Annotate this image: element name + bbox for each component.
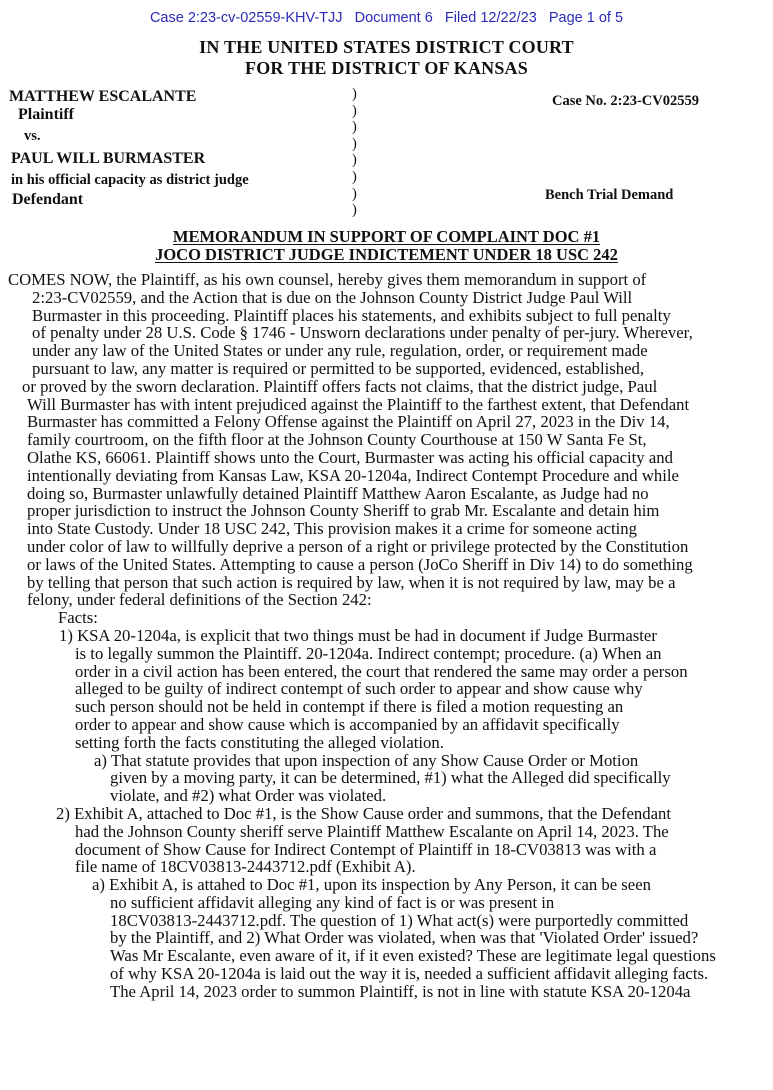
body-line: of penalty under 28 U.S. Code § 1746 - Unsworn declarations under penalty of per-jury. Wherever,: [32, 323, 693, 343]
bench-trial-demand: Bench Trial Demand: [545, 187, 674, 203]
body-line: proper jurisdiction to instruct the Johnson County Sheriff to grab Mr. Escalante and detain him: [27, 501, 660, 521]
body-line: by telling that person that such action is required by law, when it is not required by law, may be a: [27, 572, 676, 592]
sub-fact-item-line: violate, and #2) what Order was violated.: [110, 786, 387, 806]
court-line-2: FOR THE DISTRICT OF KANSAS: [245, 58, 528, 78]
court-line-1: IN THE UNITED STATES DISTRICT COURT: [199, 37, 574, 57]
body-line: felony, under federal definitions of the Section 242:: [27, 590, 372, 610]
body-line: or laws of the United States. Attempting to cause a person (JoCo Sheriff in Div 14) to do something: [27, 554, 693, 574]
sub-fact-item-line: The April 14, 2023 order to summon Plaintiff, is not in line with statute KSA 20-1204a: [110, 981, 691, 1001]
body-line: Burmaster has committed a Felony Offense against the Plaintiff on April 27, 2023 in the Div 14,: [27, 412, 670, 432]
body-line: Will Burmaster has with intent prejudiced against the Plaintiff to the farthest extent, that Defendant: [27, 394, 690, 414]
sub-fact-item-line: 18CV03813-2443712.pdf. The question of 1) What act(s) were purportedly committed: [110, 910, 689, 930]
body-line: 2:23-CV02559, and the Action that is due on the Johnson County District Judge Paul Will: [32, 287, 633, 307]
defendant-role: Defendant: [12, 191, 84, 208]
court-heading: [0, 37, 773, 79]
fact-item-line: such person should not be held in contempt if there is filed a motion requesting an: [75, 697, 624, 717]
versus-label: vs.: [24, 128, 41, 144]
plaintiff-name: MATTHEW ESCALANTE: [9, 88, 197, 105]
fact-item-line: alleged to be guilty of indirect contempt of such order to appear and show cause why: [75, 679, 643, 699]
body-line: or proved by the sworn declaration. Plaintiff offers facts not claims, that the district judge, Paul: [22, 376, 658, 396]
body-line: into State Custody. Under 18 USC 242, This provision makes it a crime for someone acting: [27, 519, 637, 539]
body-line: under color of law to willfully deprive a person of a right or privilege protected by the Constitution: [27, 536, 689, 556]
sub-fact-item-line: of why KSA 20-1204a is laid out the way it is, needed a sufficient affidavit alleging facts.: [110, 964, 709, 984]
fact-item-line: setting forth the facts constituting the alleged violation.: [75, 732, 444, 752]
sub-fact-item-line: Was Mr Escalante, even aware of it, if it even existed? These are legitimate legal questions: [110, 946, 716, 966]
sub-fact-item-line: by the Plaintiff, and 2) What Order was violated, when was that 'Violated Order' issued?: [110, 928, 699, 948]
memorandum-body: [8, 271, 768, 1001]
caption-parentheses: ) ) ) ) ) ) ) ): [352, 86, 357, 219]
sub-fact-item-line: no sufficient affidavit alleging any kind of fact is or was present in: [110, 892, 555, 912]
sub-fact-item: a) That statute provides that upon inspection of any Show Cause Order or Motion: [94, 750, 639, 770]
fact-item-line: file name of 18CV03813-2443712.pdf (Exhibit A).: [75, 857, 416, 877]
body-line: Burmaster in this proceeding. Plaintiff places his statements, and exhibits subject to full penalty: [32, 305, 671, 325]
defendant-name: PAUL WILL BURMASTER: [11, 150, 206, 167]
fact-item-line: order in a civil action has been entered, the court that rendered the same may order a person: [75, 661, 688, 681]
memo-title-line-1: MEMORANDUM IN SUPPORT OF COMPLAINT DOC #1: [172, 227, 601, 246]
defendant-capacity: in his official capacity as district judge: [11, 172, 249, 188]
body-line: family courtroom, on the fifth floor at the Johnson County Courthouse at 150 W Santa Fe St,: [27, 430, 647, 450]
sub-fact-item-line: given by a moving party, it can be determined, #1) what the Alleged did specifically: [110, 768, 671, 788]
fact-item: 1) KSA 20-1204a, is explicit that two things must be had in document if Judge Burmaster: [59, 625, 657, 645]
memo-title-line-2: JOCO DISTRICT JUDGE INDICTEMENT UNDER 18 USC 242: [155, 245, 618, 264]
fact-item-line: document of Show Cause for Indirect Contempt of Plaintiff in 18-CV03813 was with a: [75, 839, 657, 859]
plaintiff-role: Plaintiff: [18, 106, 74, 123]
fact-item-line: is to legally summon the Plaintiff. 20-1204a. Indirect contempt; procedure. (a) When an: [75, 643, 662, 663]
body-line: intentionally deviating from Kansas Law, KSA 20-1204a, Indirect Contempt Procedure and while: [27, 465, 679, 485]
body-line: pursuant to law, any matter is required or permitted to be supported, evidenced, established,: [32, 358, 645, 378]
body-line: COMES NOW, the Plaintiff, as his own counsel, hereby gives them memorandum in support of: [8, 270, 647, 289]
fact-item-line: had the Johnson County sheriff serve Plaintiff Matthew Escalante on April 14, 2023. The: [75, 821, 669, 841]
case-number: Case No. 2:23-CV02559: [552, 93, 699, 109]
ecf-header-stamp: Case 2:23-cv-02559-KHV-TJJ Document 6 Filed 12/22/23 Page 1 of 5: [149, 10, 624, 26]
fact-item: 2) Exhibit A, attached to Doc #1, is the Show Cause order and summons, that the Defendant: [56, 803, 671, 823]
body-line: under any law of the United States or under any rule, regulation, order, or requirement made: [32, 341, 648, 361]
body-line: doing so, Burmaster unlawfully detained Plaintiff Matthew Aaron Escalante, as Judge had no: [27, 483, 649, 503]
facts-heading: Facts:: [58, 608, 98, 628]
sub-fact-item: a) Exhibit A, is attahed to Doc #1, upon its inspection by Any Person, it can be seen: [92, 875, 651, 895]
fact-item-line: order to appear and show cause which is accompanied by an affidavit specifically: [75, 714, 620, 734]
body-line: Olathe KS, 66061. Plaintiff shows unto the Court, Burmaster was acting his official capacity and: [27, 447, 673, 467]
